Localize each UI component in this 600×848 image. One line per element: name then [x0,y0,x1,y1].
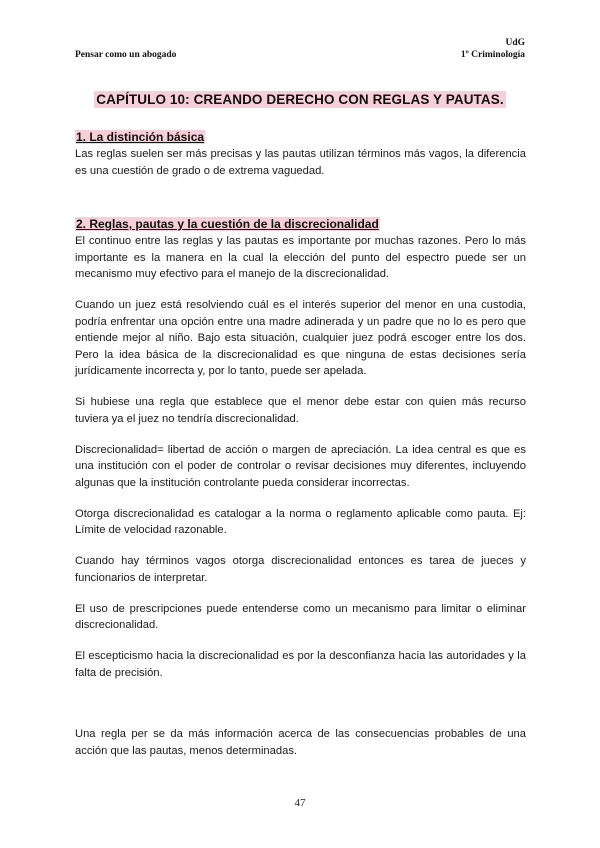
paragraph: Discrecionalidad= libertad de acción o margen de apreciación. La idea central es que es una institución con el poder de controlar o revisar decisiones muy diferentes, incluyendo algunas que la institución controlante pueda considerar incorrectas. [75,443,526,489]
chapter-title: CAPÍTULO 10: CREANDO DERECHO CON REGLAS Y PAUTAS. [96,92,504,107]
section-1 [75,128,526,179]
paragraph: Cuando un juez está resolviendo cuál es el interés superior del menor en una custodia, podría enfrentar una opción entre una madre adinerada y un padre que no lo es pero que entiende mejor al niño. Bajo esta situación, cualquier juez podrá escoger entre los dos. Pero la idea básica de la discrecionalidad es que ninguna de estas decisiones sería jurídicamente incorrecta y, por lo tanto, puede ser apelada. [75,299,526,377]
header-institution: UdG [505,38,525,48]
paragraph: El uso de prescripciones puede entenderse como un mecanismo para limitar o eliminar discrecionalidad. [75,602,526,631]
header-book-title: Pensar como un abogado [75,50,177,60]
page-number: 47 [294,797,306,809]
paragraph: Si hubiese una regla que establece que el menor debe estar con quien más recurso tuviera ya el juez no tendría discrecionalidad. [75,396,526,425]
paragraph: Otorga discrecionalidad es catalogar a la norma o reglamento aplicable como pauta. Ej: Límite de velocidad razonable. [75,507,526,536]
document-body [75,128,526,759]
section-2 [75,215,526,759]
paragraph: El escepticismo hacia la discrecionalidad es por la desconfianza hacia las autoridades y la falta de precisión. [75,650,526,679]
paragraph: Las reglas suelen ser más precisas y las pautas utilizan términos más vagos, la diferencia es una cuestión de grado o de extrema vaguedad. [75,148,526,177]
paragraph: El continuo entre las reglas y las pautas es importante por muchas razones. Pero lo más importante es la manera en la cual la elección del punto del espectro puede ser un mecanismo muy efectivo para el manejo de la discrecionalidad. [75,235,526,280]
section-2-heading: 2. Reglas, pautas y la cuestión de la discrecionalidad [76,217,379,231]
paragraph: Una regla per se da más información acerca de las consecuencias probables de una acción que las pautas, menos determinadas. [75,728,526,757]
paragraph: Cuando hay términos vagos otorga discrecionalidad entonces es tarea de jueces y funcionarios de interpretar. [75,555,526,584]
chapter-title-container [0,91,600,109]
section-1-heading: 1. La distinción básica [76,130,205,144]
header-course: 1º Criminología [460,50,525,60]
